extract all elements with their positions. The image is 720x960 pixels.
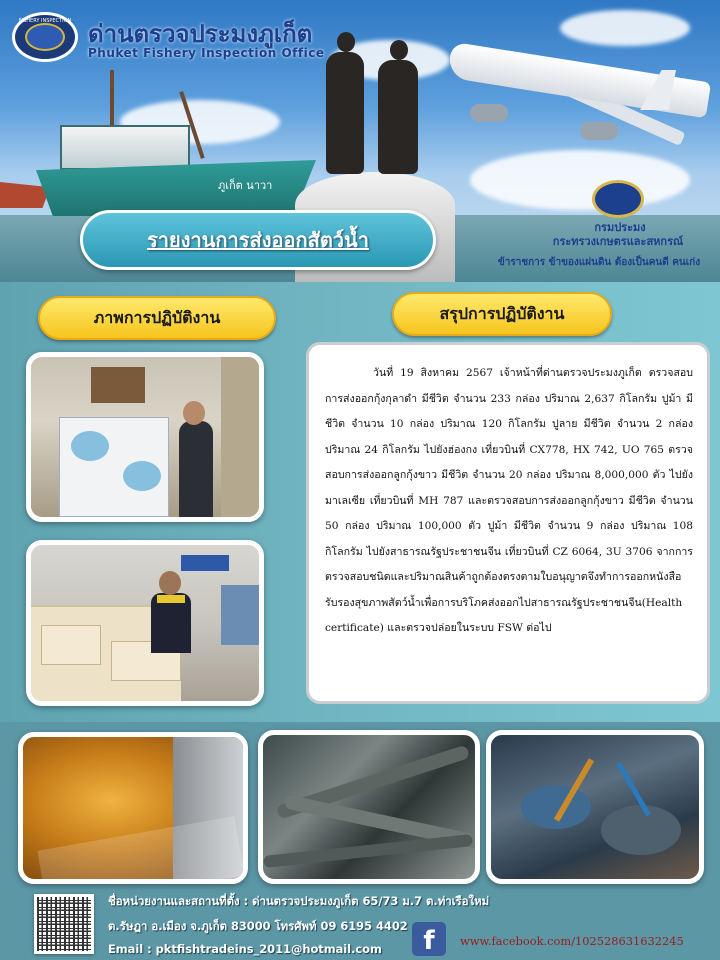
product-photo-shrimp-larvae-bag	[18, 732, 248, 884]
footer-address-line2: ต.รัษฎา อ.เมือง จ.ภูเก็ต 83000 โทรศัพท์ 09 6195 4402	[108, 919, 408, 933]
statue-right	[378, 60, 418, 174]
summary-text: วันที่ 19 สิงหาคม 2567 เจ้าหน้าที่ด่านตรวจประมงภูเก็ต ตรวจสอบการส่งออกกุ้งกุลาดำ มีชีวิต จำนวน 233 กล่อง ปริมาณ 2,637 กิโลกรัม ปูม้า มีชีวิต จำนวน 10 กล่อง ปริมาณ 120 กิโลกรัม ปูลาย มีชีวิต จำนวน 2 กล่อง ปริมาณ 24 กิโลกรัม ไปยังฮ่องกง เที่ยวบินที่ CX778, HX 742, UO 765 ตรวจสอบการส่งออกลูกกุ้งขาว มีชีวิต จำนวน 20 กล่อง ปริมาณ 8,000,000 ตัว ไปยังมาเลเซีย เที่ยวบินที่ MH 787 และตรวจสอบการส่งออกลูกกุ้งขาว มีชีวิต จำนวน 50 กล่อง ปริมาณ 100,000 ตัว ปูม้า มีชีวิต จำนวน 9 กล่อง ปริมาณ 108 กิโลกรัม ไปยังสาธารณรัฐประชาชนจีน เที่ยวบินที่ CZ 6064, 3U 3706 จากการตรวจสอบชนิดและปริมาณสินค้าถูกต้องตรงตามใบอนุญาตจึงทำการออกหนังสือรับรองสุขภาพสัตว์น้ำเพื่อการบริโภคส่งออกไปสาธารณรัฐประชาชนจีน(Health certificate) และตรวจปล่อยในระบบ FSW ต่อไป	[325, 367, 693, 634]
ministry-name: กระทรวงเกษตรและสหกรณ์	[552, 235, 684, 248]
office-name-thai: ด่านตรวจประมงภูเก็ต	[88, 20, 313, 48]
ministry-motto: ข้าราชการ ข้าของแผ่นดิน ต้องเป็นคนดี คนเก่ง	[497, 257, 701, 268]
logo-text: FISHERY INSPECTION	[18, 18, 72, 24]
fishery-inspection-logo	[12, 12, 78, 62]
activity-photos-heading: ภาพการปฏิบัติงาน	[38, 296, 276, 340]
footer-email[interactable]: Email : pktfishtradeins_2011@hotmail.com	[108, 942, 382, 956]
report-title-banner	[80, 210, 436, 270]
boat-cabin	[60, 125, 190, 170]
product-photo-tiger-prawns	[258, 730, 480, 884]
activity-photo-warehouse-officer	[26, 540, 264, 706]
summary-panel	[306, 342, 710, 704]
qr-code[interactable]	[34, 894, 94, 954]
statue-left	[326, 52, 364, 174]
cloud	[470, 150, 690, 210]
report-title: รายงานการส่งออกสัตว์น้ำ	[147, 228, 369, 252]
office-name-english: Phuket Fishery Inspection Office	[88, 46, 325, 60]
activity-photo-inspection-boxes	[26, 352, 264, 522]
boat-name: ภูเก็ต นาวา	[218, 179, 273, 192]
summary-heading: สรุปการปฏิบัติงาน	[392, 292, 612, 336]
facebook-link[interactable]: www.facebook.com/102528631632245	[460, 934, 684, 948]
department-name: กรมประมง	[594, 221, 646, 234]
cloud	[560, 10, 690, 46]
product-photo-blue-swimming-crabs	[486, 730, 704, 884]
facebook-icon[interactable]: f	[412, 922, 446, 956]
header-banner	[0, 0, 720, 282]
footer-address-line1: ชื่อหน่วยงานและสถานที่ตั้ง : ด่านตรวจประมงภูเก็ต 65/73 ม.7 ต.ท่าเรือใหม่	[108, 894, 490, 908]
department-of-fisheries-emblem	[592, 180, 644, 218]
